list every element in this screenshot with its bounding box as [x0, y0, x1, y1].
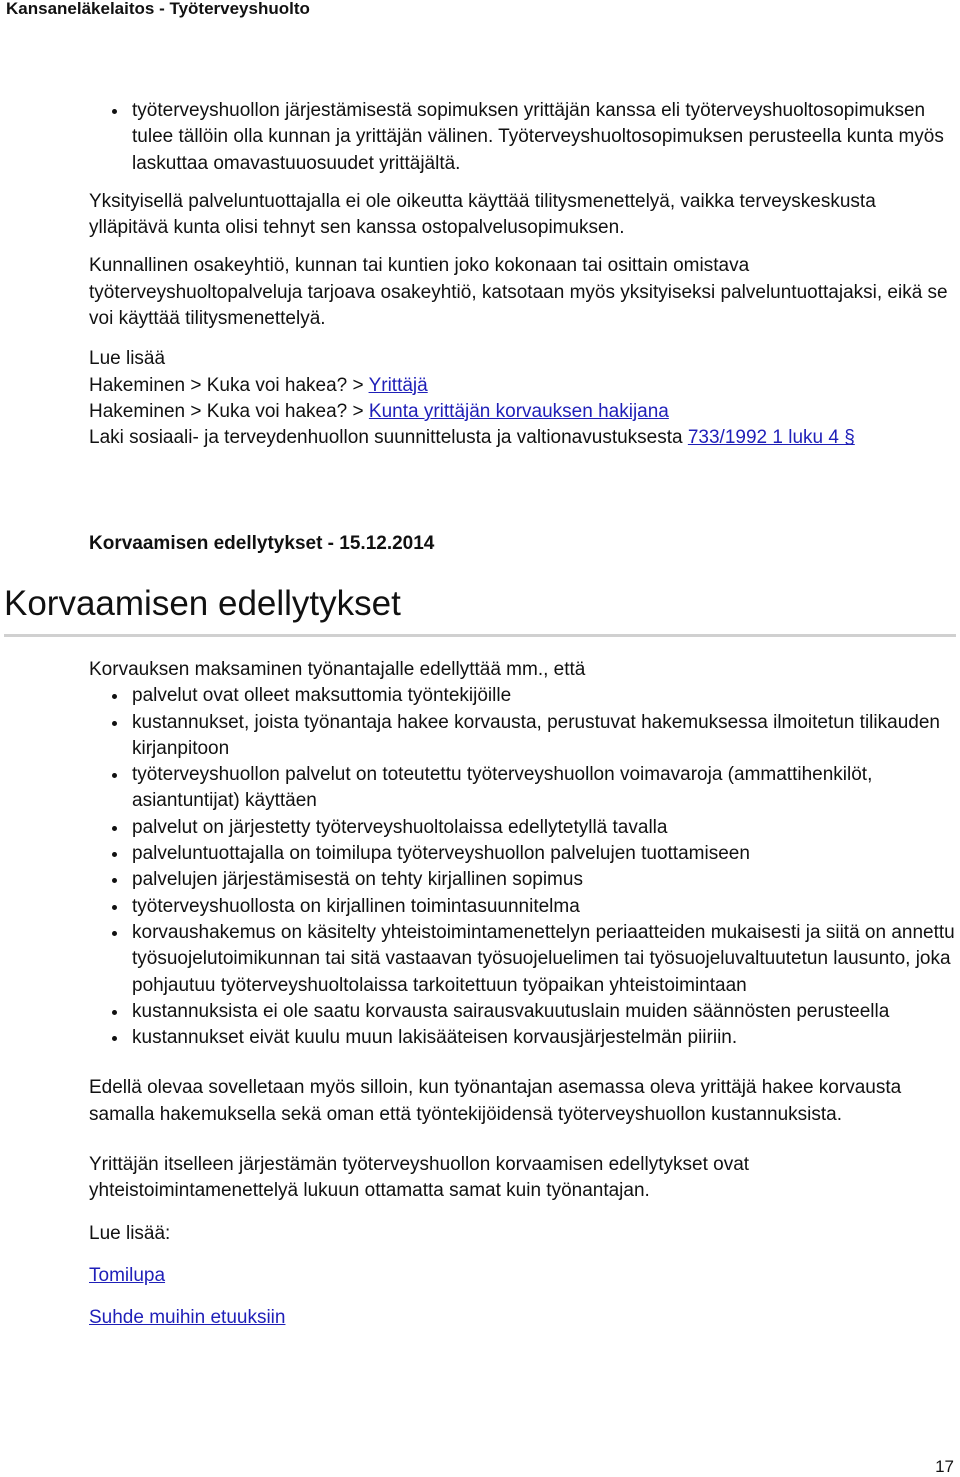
document-header: Kansaneläkelaitos - Työterveyshuolto — [6, 0, 310, 18]
paragraph-entrepreneur-employer: Edellä olevaa sovelletaan myös silloin, kun työnantajan asemassa oleva yrittäjä hakee korvausta samalla hakemuksella sekä oman että työntekijöidensä työterveyshuollon kustannuksista. — [89, 1077, 902, 1125]
section-content — [89, 657, 955, 1332]
law-reference-text: Laki sosiaali- ja terveydenhuollon suunnittelusta ja valtionavustuksesta — [89, 427, 688, 449]
list-item: työterveyshuollon palvelut on toteutettu työterveyshuollon voimavaroja (ammattihenkilöt, asiantuntijat) käyttäen — [89, 762, 955, 815]
list-item: työterveyshuollosta on kirjallinen toimintasuunnitelma — [89, 894, 955, 920]
paragraph-municipal-company: Kunnallinen osakeyhtiö, kunnan tai kuntien joko kokonaan tai osittain omistava työterveyshuoltopalveluja tarjoava osakeyhtiö, katsotaan myös yksityiseksi palveluntuottajaksi, eikä se voi käyttää tilitysmenettelyä. — [89, 255, 948, 330]
law-reference — [89, 425, 955, 451]
link-kunta-yrittajan-korvauksen-hakijana[interactable]: Kunta yrittäjän korvauksen hakijana — [368, 400, 669, 422]
paragraph-entrepreneur-self: Yrittäjän itselleen järjestämän työterveyshuollon korvaamisen edellytykset ovat yhteistoimintamenettelyä lukuun ottamatta samat kuin työnantajan. — [89, 1154, 750, 1202]
top-content — [89, 98, 955, 452]
requirements-list — [89, 683, 955, 1051]
read-more-line-2 — [89, 399, 955, 425]
section-intro: Korvauksen maksaminen työnantajalle edellyttää mm., että — [89, 659, 586, 680]
breadcrumb-text: Hakeminen > Kuka voi hakea? > — [89, 400, 369, 422]
list-item: palveluntuottajalla on toimilupa työterveyshuollon palvelujen tuottamiseen — [89, 841, 955, 867]
read-more-link-item — [89, 1305, 955, 1331]
section-date-heading: Korvaamisen edellytykset - 15.12.2014 — [89, 533, 435, 554]
list-item: työterveyshuollon järjestämisestä sopimuksen yrittäjän kanssa eli työterveyshuoltosopimuksen tulee tällöin olla kunnan ja yrittäjän välinen. Työterveyshuoltosopimuksen perusteella kunta myös laskuttaa omavastuuosuudet yrittäjältä. — [89, 98, 955, 177]
page-number: 17 — [935, 1457, 954, 1476]
list-item: kustannukset, joista työnantaja hakee korvausta, perustuvat hakemuksessa ilmoitetun tilikauden kirjanpitoon — [89, 710, 955, 763]
read-more-link-item — [89, 1263, 955, 1289]
continued-bullet-list — [89, 98, 955, 177]
read-more-label: Lue lisää: — [89, 1222, 171, 1244]
link-suhde-muihin-etuuksiin[interactable]: Suhde muihin etuuksiin — [89, 1307, 286, 1329]
breadcrumb-text: Hakeminen > Kuka voi hakea? > — [89, 374, 369, 396]
link-law-733-1992[interactable]: 733/1992 1 luku 4 § — [687, 427, 855, 449]
read-more-line-1 — [89, 373, 955, 399]
link-tomilupa[interactable]: Tomilupa — [89, 1264, 166, 1286]
read-more-label: Lue lisää — [89, 348, 166, 370]
page-title: Korvaamisen edellytykset — [4, 582, 956, 637]
list-item: palvelut on järjestetty työterveyshuoltolaissa edellytetyllä tavalla — [89, 815, 955, 841]
list-item: kustannukset eivät kuulu muun lakisääteisen korvausjärjestelmän piiriin. — [89, 1025, 955, 1051]
paragraph-private-provider: Yksityisellä palveluntuottajalla ei ole oikeutta käyttää tilitysmenettelyä, vaikka terveyskeskusta ylläpitävä kunta olisi tehnyt sen kanssa ostopalvelusopimuksen. — [89, 190, 876, 239]
list-item: palvelujen järjestämisestä on tehty kirjallinen sopimus — [89, 867, 955, 893]
list-item: korvaushakemus on käsitelty yhteistoimintamenettelyn periaatteiden mukaisesti ja siitä on annettu työsuojelutoimikunnan tai sitä vastaavan työsuojeluelimen tai työsuojeluvaltuutetun lausunto, joka pohjautuu työterveyshuoltolaissa tarkoitettuun työpaikan yhteistoimintaan — [89, 920, 955, 999]
list-item: palvelut ovat olleet maksuttomia työntekijöille — [89, 683, 955, 709]
list-item: kustannuksista ei ole saatu korvausta sairausvakuutuslain muiden säännösten perusteella — [89, 999, 955, 1025]
link-yrittaja[interactable]: Yrittäjä — [368, 374, 428, 396]
